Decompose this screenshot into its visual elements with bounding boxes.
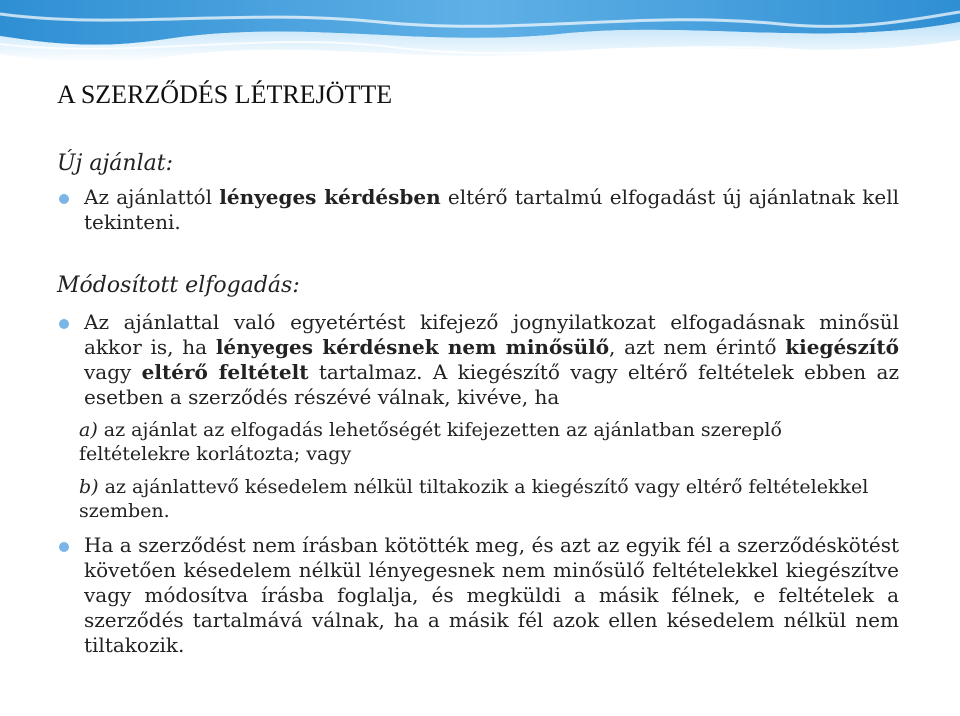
text-run: vagy xyxy=(84,360,142,384)
bullet-text xyxy=(84,310,899,410)
bold-text-run: kiegészítő xyxy=(785,335,899,359)
header-wave-decoration xyxy=(0,0,960,75)
section-heading-modified-acceptance: Módosított elfogadás: xyxy=(57,273,300,298)
text-run: , azt nem érintő xyxy=(609,335,786,359)
sub-item-text: az ajánlattevő késedelem nélkül tiltakozik a kiegészítő vagy eltérő feltételekkel szemben. xyxy=(79,476,869,522)
text-run: Az ajánlattal való egyetértést kifejező jognyilatkozat elfogadásnak minősül akkor is, ha xyxy=(84,310,899,359)
text-run: tartalmaz. A kiegészítő vagy eltérő feltételek ebben az esetben a szerződés részévé válnak, kivéve, ha xyxy=(84,360,899,409)
bold-text-run: lényeges kérdésben xyxy=(219,185,441,209)
text-run: eltérő tartalmú elfogadást új ajánlatnak kell tekinteni. xyxy=(84,185,900,234)
sub-item-letter: a) xyxy=(79,419,98,441)
bullet-dot-icon xyxy=(59,542,69,552)
text-run: Az ajánlattól xyxy=(84,185,220,209)
slide-title: A SZERZŐDÉS LÉTREJÖTTE xyxy=(57,80,393,109)
bullet-text: Ha a szerződést nem írásban kötötték meg, és azt az egyik fél a szerződéskötést követően késedelem nélkül lényegesnek nem minősülő feltételekkel kiegészítve vagy módosítva írásba foglalja, és megküldi a másik félnek, e feltételek a szerződés tartalmává válnak, ha a másik fél azok ellen késedelem nélkül nem tiltakozik. xyxy=(84,533,899,657)
section-heading-new-offer: Új ajánlat: xyxy=(57,151,173,176)
bullet-dot-icon xyxy=(59,194,69,204)
sub-item-b xyxy=(79,475,899,523)
bullet-text xyxy=(84,185,899,235)
sub-item-letter: b) xyxy=(79,476,99,498)
sub-item-a xyxy=(79,418,899,466)
bold-text-run: eltérő feltételt xyxy=(141,360,309,384)
bullet-dot-icon xyxy=(59,319,69,329)
sub-item-text: az ajánlat az elfogadás lehetőségét kifejezetten az ajánlatban szereplő feltételekre korlátozta; vagy xyxy=(79,419,782,465)
bold-text-run: lényeges kérdésnek nem minősülő xyxy=(215,335,610,359)
